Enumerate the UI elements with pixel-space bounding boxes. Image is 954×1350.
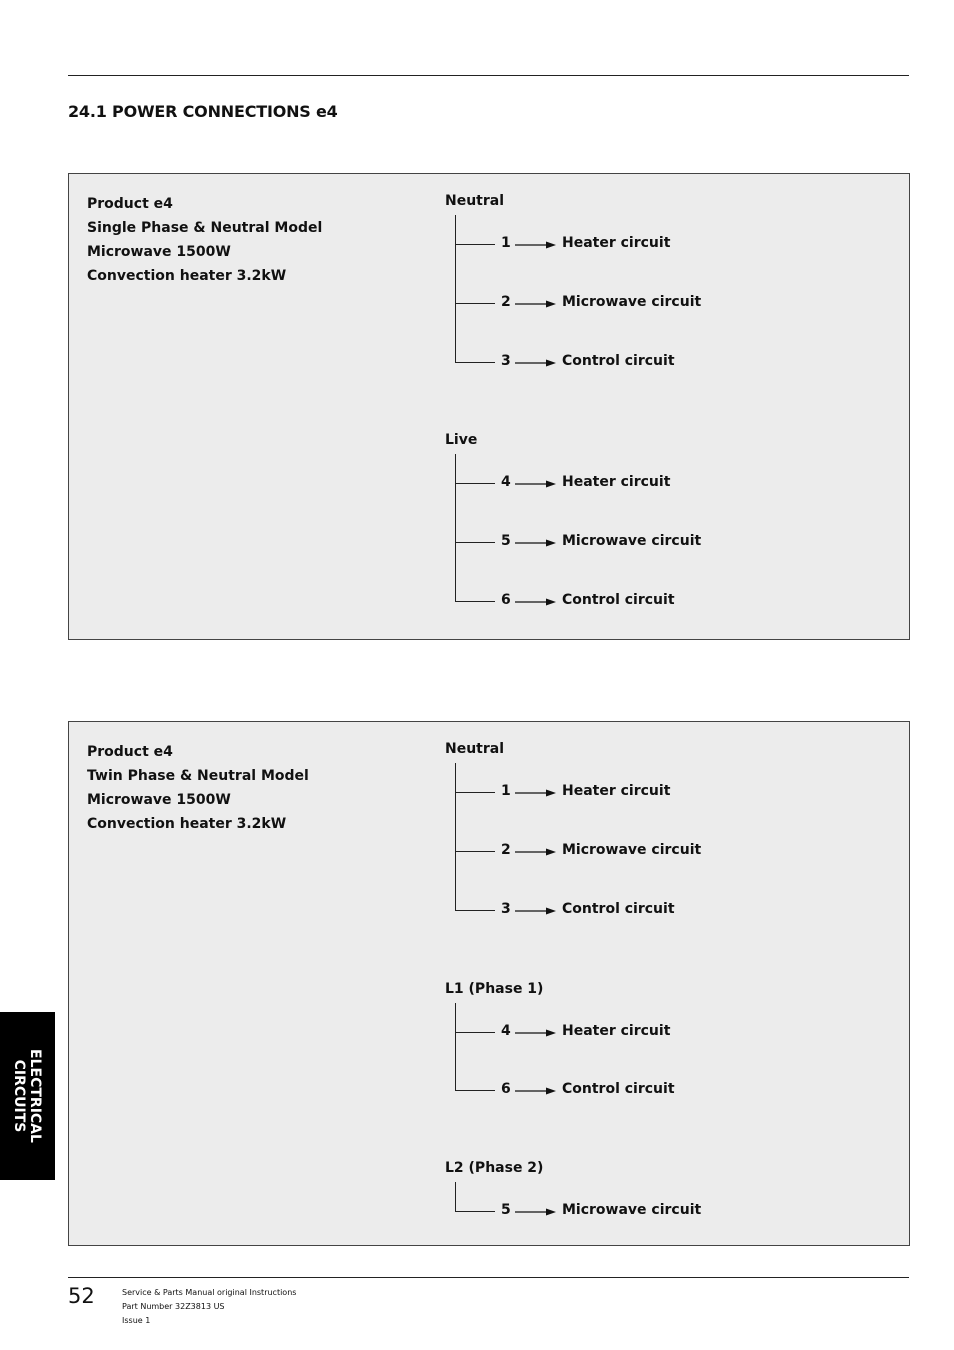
circuit-name: Heater circuit [562, 235, 671, 251]
bus-line [455, 1182, 456, 1212]
group-label: Live [445, 432, 478, 448]
footer-info [122, 1286, 296, 1328]
circuit-name: Heater circuit [562, 783, 671, 799]
branch-line [455, 910, 495, 911]
branch-line [455, 851, 495, 852]
terminal-number: 2 [501, 294, 511, 310]
arrow-icon [515, 1207, 557, 1217]
terminal-number: 3 [501, 353, 511, 369]
terminal-number: 5 [501, 1202, 511, 1218]
terminal-number: 1 [501, 783, 511, 799]
side-tab-label [11, 1049, 43, 1143]
terminal-number: 4 [501, 1023, 511, 1039]
circuit-name: Microwave circuit [562, 533, 702, 549]
branch-line [455, 1090, 495, 1091]
branch-line [455, 1211, 495, 1212]
spec-line: Microwave 1500W [87, 792, 231, 808]
page-number: 52 [68, 1284, 95, 1308]
section-title: 24.1 POWER CONNECTIONS e4 [68, 102, 338, 121]
bus-line [455, 763, 456, 911]
arrow-icon [515, 906, 557, 916]
terminal-number: 3 [501, 901, 511, 917]
bus-line [455, 454, 456, 602]
spec-line: Product e4 [87, 196, 173, 212]
bus-line [455, 1003, 456, 1091]
circuit-name: Heater circuit [562, 474, 671, 490]
branch-line [455, 601, 495, 602]
panel-single-phase [68, 173, 910, 640]
spec-line: Product e4 [87, 744, 173, 760]
arrow-icon [515, 1086, 557, 1096]
arrow-icon [515, 299, 557, 309]
circuit-name: Control circuit [562, 1081, 675, 1097]
arrow-icon [515, 358, 557, 368]
branch-line [455, 362, 495, 363]
branch-line [455, 483, 495, 484]
spec-line: Microwave 1500W [87, 244, 231, 260]
top-rule [68, 75, 909, 76]
circuit-name: Microwave circuit [562, 294, 702, 310]
arrow-icon [515, 479, 557, 489]
bus-line [455, 215, 456, 363]
circuit-name: Microwave circuit [562, 1202, 702, 1218]
group-label: L2 (Phase 2) [445, 1160, 544, 1176]
group-label: L1 (Phase 1) [445, 981, 544, 997]
circuit-name: Control circuit [562, 353, 675, 369]
branch-line [455, 1032, 495, 1033]
spec-block [87, 192, 322, 288]
circuit-name: Control circuit [562, 592, 675, 608]
branch-line [455, 542, 495, 543]
spec-line: Convection heater 3.2kW [87, 268, 287, 284]
branch-line [455, 792, 495, 793]
footer-line: Part Number 32Z3813 US [122, 1302, 225, 1311]
arrow-icon [515, 597, 557, 607]
panel-twin-phase [68, 721, 910, 1246]
spec-line: Single Phase & Neutral Model [87, 220, 323, 236]
circuit-name: Heater circuit [562, 1023, 671, 1039]
side-tab-line: CIRCUITS [11, 1059, 27, 1133]
branch-line [455, 244, 495, 245]
arrow-icon [515, 538, 557, 548]
terminal-number: 4 [501, 474, 511, 490]
terminal-number: 6 [501, 1081, 511, 1097]
branch-line [455, 303, 495, 304]
group-label: Neutral [445, 741, 505, 757]
terminal-number: 1 [501, 235, 511, 251]
terminal-number: 2 [501, 842, 511, 858]
footer-line: Issue 1 [122, 1316, 151, 1325]
spec-line: Twin Phase & Neutral Model [87, 768, 309, 784]
terminal-number: 5 [501, 533, 511, 549]
section-side-tab [0, 1012, 55, 1180]
circuit-name: Control circuit [562, 901, 675, 917]
arrow-icon [515, 1028, 557, 1038]
terminal-number: 6 [501, 592, 511, 608]
arrow-icon [515, 240, 557, 250]
spec-block [87, 740, 309, 836]
circuit-name: Microwave circuit [562, 842, 702, 858]
side-tab-line: ELECTRICAL [27, 1049, 43, 1143]
group-label: Neutral [445, 193, 505, 209]
spec-line: Convection heater 3.2kW [87, 816, 287, 832]
footer-line: Service & Parts Manual original Instructions [122, 1288, 297, 1297]
arrow-icon [515, 788, 557, 798]
footer-rule [68, 1277, 909, 1278]
arrow-icon [515, 847, 557, 857]
